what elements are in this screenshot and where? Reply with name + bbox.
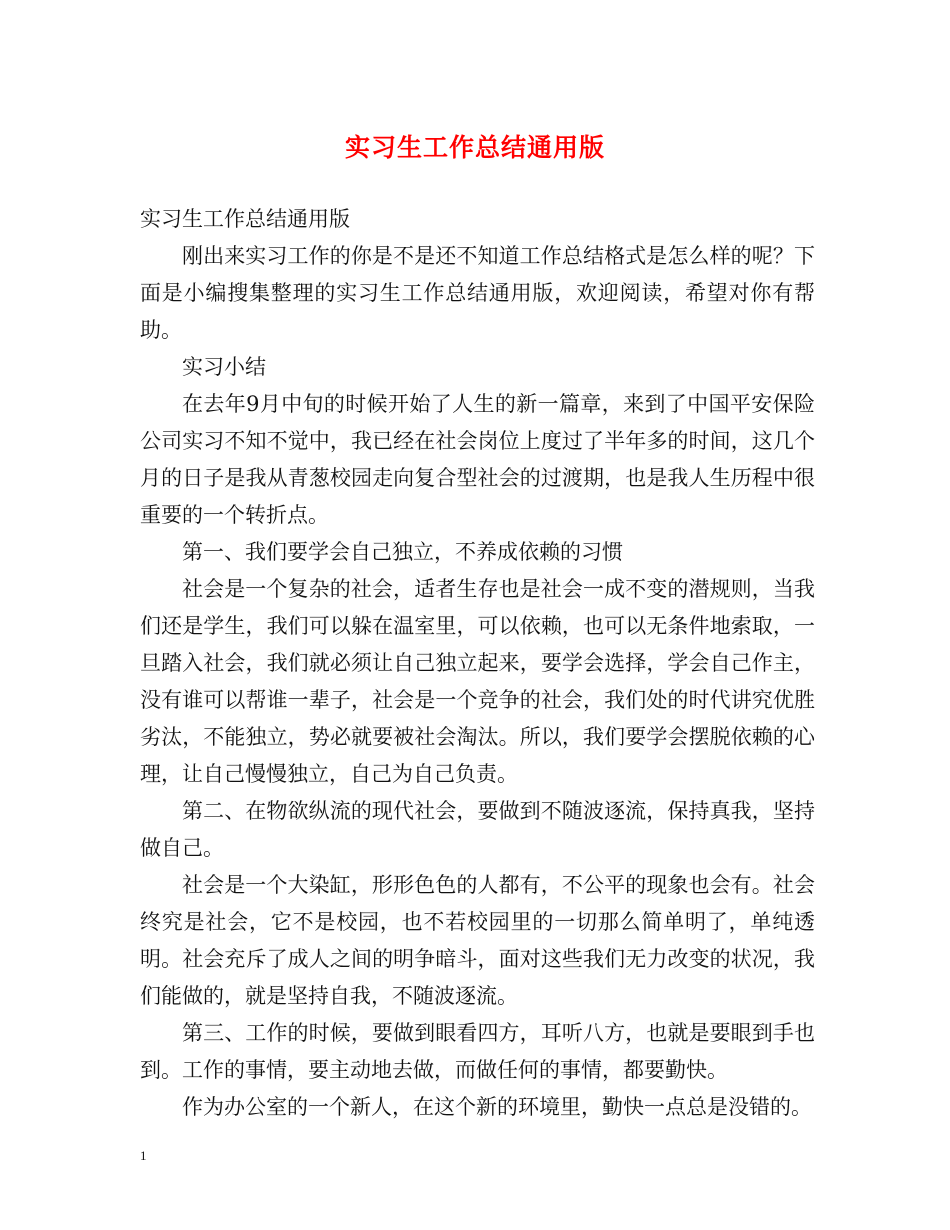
paragraph-subtitle: 实习生工作总结通用版 [140, 207, 350, 231]
paragraph-intro: 刚出来实习工作的你是不是还不知道工作总结格式是怎么样的呢？下面是小编搜集整理的实习生工作总结通用版，欢迎阅读，希望对你有帮助。 [140, 244, 815, 342]
paragraph: 社会是一个复杂的社会，适者生存也是社会一成不变的潜规则，当我们还是学生，我们可以躲在温室里，可以依赖，也可以无条件地索取，一旦踏入社会，我们就必须让自己独立起来，要学会选择，学会自己作主，没有谁可以帮谁一辈子，社会是一个竞争的社会，我们处的时代讲究优胜劣汰，不能独立，势必就要被社会淘汰。所以，我们要学会摆脱依赖的心理，让自己慢慢独立，自己为自己负责。 [140, 577, 815, 786]
document-body [140, 201, 815, 1126]
paragraph: 在去年9月中旬的时候开始了人生的新一篇章，来到了中国平安保险公司实习不知不觉中，我已经在社会岗位上度过了半年多的时间，这几个月的日子是我从青葱校园走向复合型社会的过渡期，也是我人生历程中很重要的一个转折点。 [140, 392, 815, 527]
document-title: 实习生工作总结通用版 [344, 133, 605, 162]
page-number: 1 [140, 1148, 147, 1163]
paragraph: 社会是一个大染缸，形形色色的人都有，不公平的现象也会有。社会终究是社会，它不是校园，也不若校园里的一切那么简单明了，单纯透明。社会充斥了成人之间的明争暗斗，面对这些我们无力改变的状况，我们能做的，就是坚持自我，不随波逐流。 [140, 873, 815, 1008]
paragraph: 作为办公室的一个新人，在这个新的环境里，勤快一点总是没错的。 [182, 1095, 812, 1119]
paragraph-point-3: 第三、工作的时候，要做到眼看四方，耳听八方，也就是要眼到手也到。工作的事情，要主动地去做，而做任何的事情，都要勤快。 [140, 1021, 815, 1082]
paragraph-point-2-heading: 第二、在物欲纵流的现代社会，要做到不随波逐流，保持真我，坚持做自己。 [140, 799, 815, 860]
paragraph-section-heading: 实习小结 [182, 355, 266, 379]
paragraph-point-1-heading: 第一、我们要学会自己独立，不养成依赖的习惯 [182, 540, 623, 564]
